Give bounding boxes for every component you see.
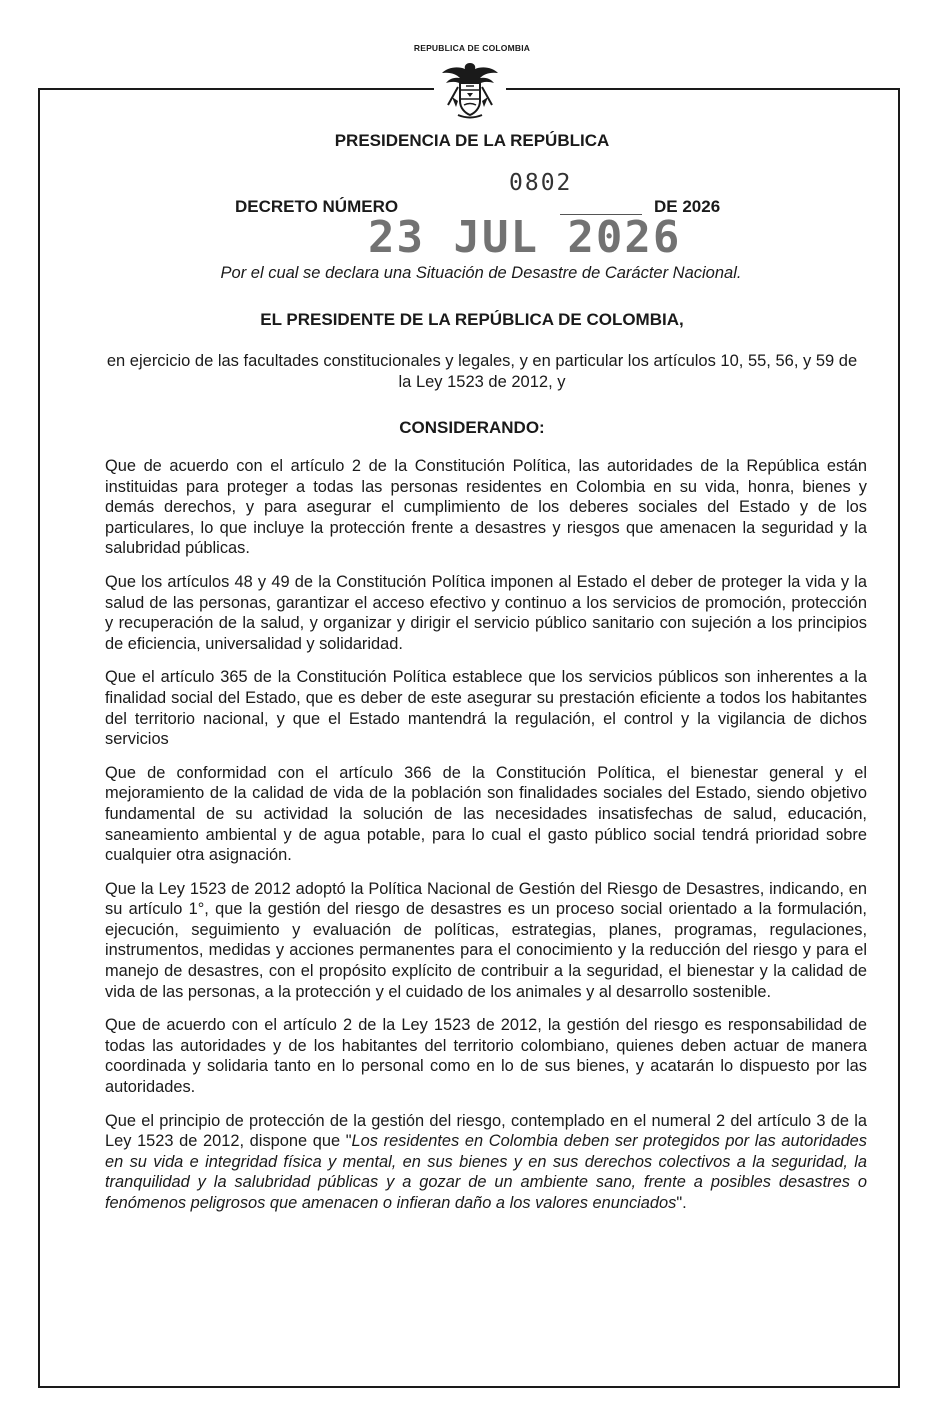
decree-number: 0802	[509, 170, 573, 196]
consideration-paragraph: Que la Ley 1523 de 2012 adoptó la Política Nacional de Gestión del Riesgo de Desastres, indicando, en su artículo 1°, que la gestión del riesgo de desastres es un proceso social orientado a la formulación, ejecución, seguimiento y evaluación de políticas, estrategias, planes, programas, regulaciones, instrumentos, medidas y acciones permanentes para el conocimiento y la reducción del riesgo y para el manejo de desastres, con el propósito explícito de contribuir a la seguridad, el bienestar y la calidad de vida de las personas, a la protección y el cuidado de los animales y al desarrollo sostenible.	[105, 879, 867, 1001]
decree-label: DECRETO NÚMERO	[235, 197, 399, 216]
decree-subtitle: Por el cual se declara una Situación de Desastre de Carácter Nacional.	[220, 264, 742, 282]
considering-title: CONSIDERANDO:	[399, 418, 545, 437]
authority-title: EL PRESIDENTE DE LA REPÚBLICA DE COLOMBIA,	[260, 310, 684, 329]
legal-quote: Los residentes en Colombia deben ser protegidos por las autoridades en su vida e integridad física y mental, en sus bienes y en sus derechos colectivos a la seguridad, la tranquilidad y la salubridad públicas y a gozar de un ambiente sano, frente a posibles desastres o fenómenos peligrosos que amenacen o infieran daño a los valores enunciados	[105, 1132, 867, 1212]
date-stamp: 23 JUL 2026	[368, 212, 682, 263]
consideration-paragraph: Que los artículos 48 y 49 de la Constitución Política imponen al Estado el deber de proteger la vida y la salud de las personas, garantizar el acceso efectivo y continuo a los servicios de promoción, protección y recuperación de la salud, y organizar y dirigir el servicio público sanitario con sujeción a los principios de eficiencia, universalidad y solidaridad.	[105, 572, 867, 653]
preamble: en ejercicio de las facultades constitucionales y legales, y en particular los artículos 10, 55, 56, y 59 de la Ley 1523 de 2012, y	[106, 352, 858, 391]
presidency-title: PRESIDENCIA DE LA REPÚBLICA	[334, 131, 610, 150]
consideration-paragraph: Que de acuerdo con el artículo 2 de la Ley 1523 de 2012, la gestión del riesgo es responsabilidad de todas las autoridades y de los habitantes del territorio colombiano, quienes deben actuar de manera coordinada y solidaria tanto en lo personal como en lo de sus bienes, y acatarán lo dispuesto por las autoridades.	[105, 1016, 867, 1097]
consideration-paragraph: Que de acuerdo con el artículo 2 de la Constitución Política, las autoridades de la República están instituidas para proteger a todas las personas residentes en Colombia en su vida, honra, bienes y demás derechos, y para asegurar el cumplimiento de los deberes sociales del Estado y de los particulares, lo que incluye la protección frente a desastres y riesgos que amenacen la seguridad y la salubridad públicas.	[105, 457, 867, 558]
consideration-paragraph: Que de conformidad con el artículo 366 de la Constitución Política, el bienestar general y el mejoramiento de la calidad de vida de la población son finalidades sociales del Estado, siendo objetivo fundamental de su actividad la solución de las necesidades insatisfechas de salud, educación, saneamiento ambiental y de agua potable, para lo cual el gasto público social tendrá prioridad sobre cualquier otra asignación.	[105, 763, 867, 865]
paragraph-intro: Que el principio de protección de la gestión del riesgo, contemplado en el numeral 2 del artículo 3 de la Ley 1523 de 2012, dispone que "	[105, 1111, 867, 1151]
considerations-body	[105, 456, 867, 1227]
consideration-paragraph: Que el artículo 365 de la Constitución Política establece que los servicios públicos son inherentes a la finalidad social del Estado, que es deber de este asegurar su prestación eficiente a todos los habitantes del territorio nacional, y que el Estado mantendrá la regulación, el control y la vigilancia de dichos servicios	[105, 668, 867, 749]
republic-label: REPUBLICA DE COLOMBIA	[413, 43, 531, 53]
coat-of-arms-icon	[434, 54, 506, 124]
paragraph-end: ".	[676, 1194, 687, 1212]
consideration-paragraph	[105, 1111, 867, 1214]
decree-year: DE 2026	[654, 197, 721, 216]
